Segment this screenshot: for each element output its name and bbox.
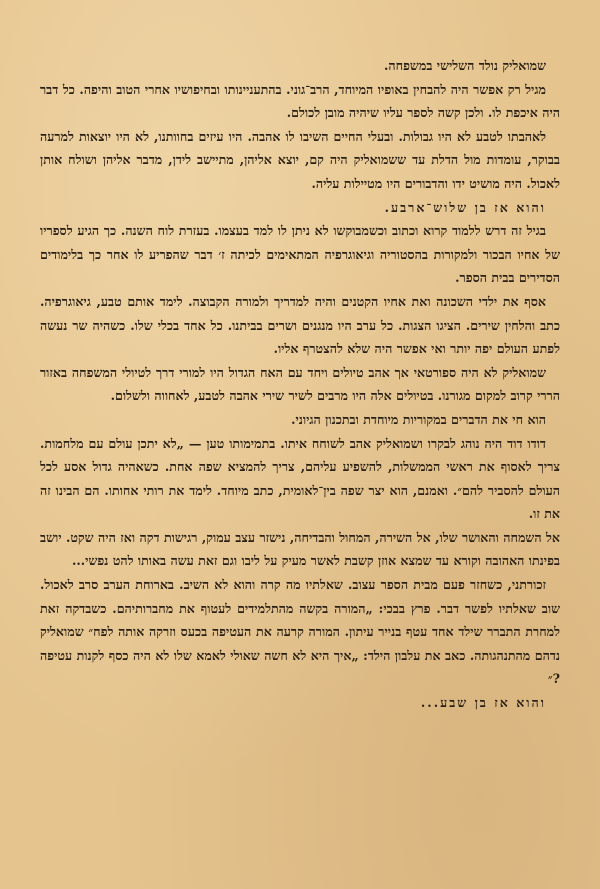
paragraph-8: הוא חי את הדברים במקוריות מיוחדת ובתכנון הגיוני. [291,411,546,427]
paragraph-5: בגיל זה דרש ללמוד קרוא וכתוב וכשמבוקשו לא ניתן לו למד בעצמו. בעזרת לוח השנה. כך הגיע לספריו של אחיו הבכור ולמקורות בהסטוריה וגיאוגרפיה המתאימים לכיתה ז׳ דבר שהפריע לו אחר כך בלימודים הסדירים בבית הספר. [40,223,560,286]
paragraph-2: מגיל רק אפשר היה להבחין באופיו המיוחד, הרב־גוני. בהתעניינותו ובחיפושיו אחרי הטוב והיפה. כל דבר היה איכפת לו. ולכן קשה לספר עליו שיהיה מובן לכולם. [40,81,560,121]
body-text [40,54,560,715]
paragraph-7: שמואליק לא היה ספורטאי אך אהב טיולים ויחד עם האח הגדול היו למורי דרך לטיולי המשפחה באזור הררי קרוב למקום מגורנו. בטיולים אלה היו מרבים לשיר שירי אהבה לטבע, לאחווה ולשלום. [40,364,560,404]
paragraph-9: דודו דוד היה נוהג לבקרו ושמואליק אהב לשוחח איתו. בתמימותו טען — „לא יתכן עולם עם מלחמות. צריך לאסוף את ראשי הממשלות, להשפיע עליהם, צריך להמציא שפה אחת. כשאהיה גדול אסע לכל העולם להסביר להם״. ואמנם, הוא יצר שפה בין־לאומית, כתב מיוחד. לימד את רותי אחותו. הם הבינו זה את זו. [40,435,560,522]
paragraph-1: שמואליק נולד השלישי במשפחה. [384,58,546,73]
paragraph-4: והוא אז בן שלוש־ארבע. [384,199,546,215]
paragraph-6: אסף את ילדי השכונה ואת אחיו הקטנים והיה למדריך ולמורה הקבוצה. לימד אותם טבע, גיאוגרפיה. כתב והלחין שירים. הציגו הצגות. כל ערב היו מנגנים ושרים בביתנו. כל אחד בכלי שלו. כשהיה שר נעשה לפתע העולם יפה יותר ואי אפשר היה שלא להצטרף אליו. [40,293,560,357]
paragraph-10: אל השמחה והאושר שלו, אל השירה, המחול והבדיחה, נישזר עצב עמוק, רגישות דקה ואז היה שקט. יושב בפינתו האהובה וקורא עד שמצא אוזן קשבת לאשר מעיק על ליבו וגם זאת עשה באותו להט נפשי... [40,529,560,569]
paragraph-11: זכורתני, כשחזר פעם מבית הספר עצוב. שאלתיו מה קרה והוא לא השיב. בארוחת הערב סרב לאכול. שוב שאלתיו לפשר דבר. פרץ בבכי: „המורה בקשה מהתלמידים לעטוף את מחברותיהם. כשבדקה זאת למחרת התברר שילד אחד עטף בנייר עיתון. המורה קרעה את העטיפה בכעס וזרקה אותה לפח״ שמואליק נדהם מהתנהגותה. כאב את עלבון הילד: „איך היא לא חשה שאולי לאמא שלו לא היה כסף לקנות עטיפה ?״ [40,577,560,687]
paragraph-12: והוא אז בן שבע... [420,695,546,711]
paragraph-3: לאהבתו לטבע לא היו גבולות. ובעלי החיים השיבו לו אהבה. היו עיזים בחוותנו, לא היו יוצאות למרעה בבוקר, עומדות מול הדלת עד ששמואליק היה קם, יוצא אליהן, מתיישב לידן, מדבר אליהן ושולח אותן לאכול. היה מושיט ידו והדבורים היו מטיילות עליה. [40,128,560,191]
